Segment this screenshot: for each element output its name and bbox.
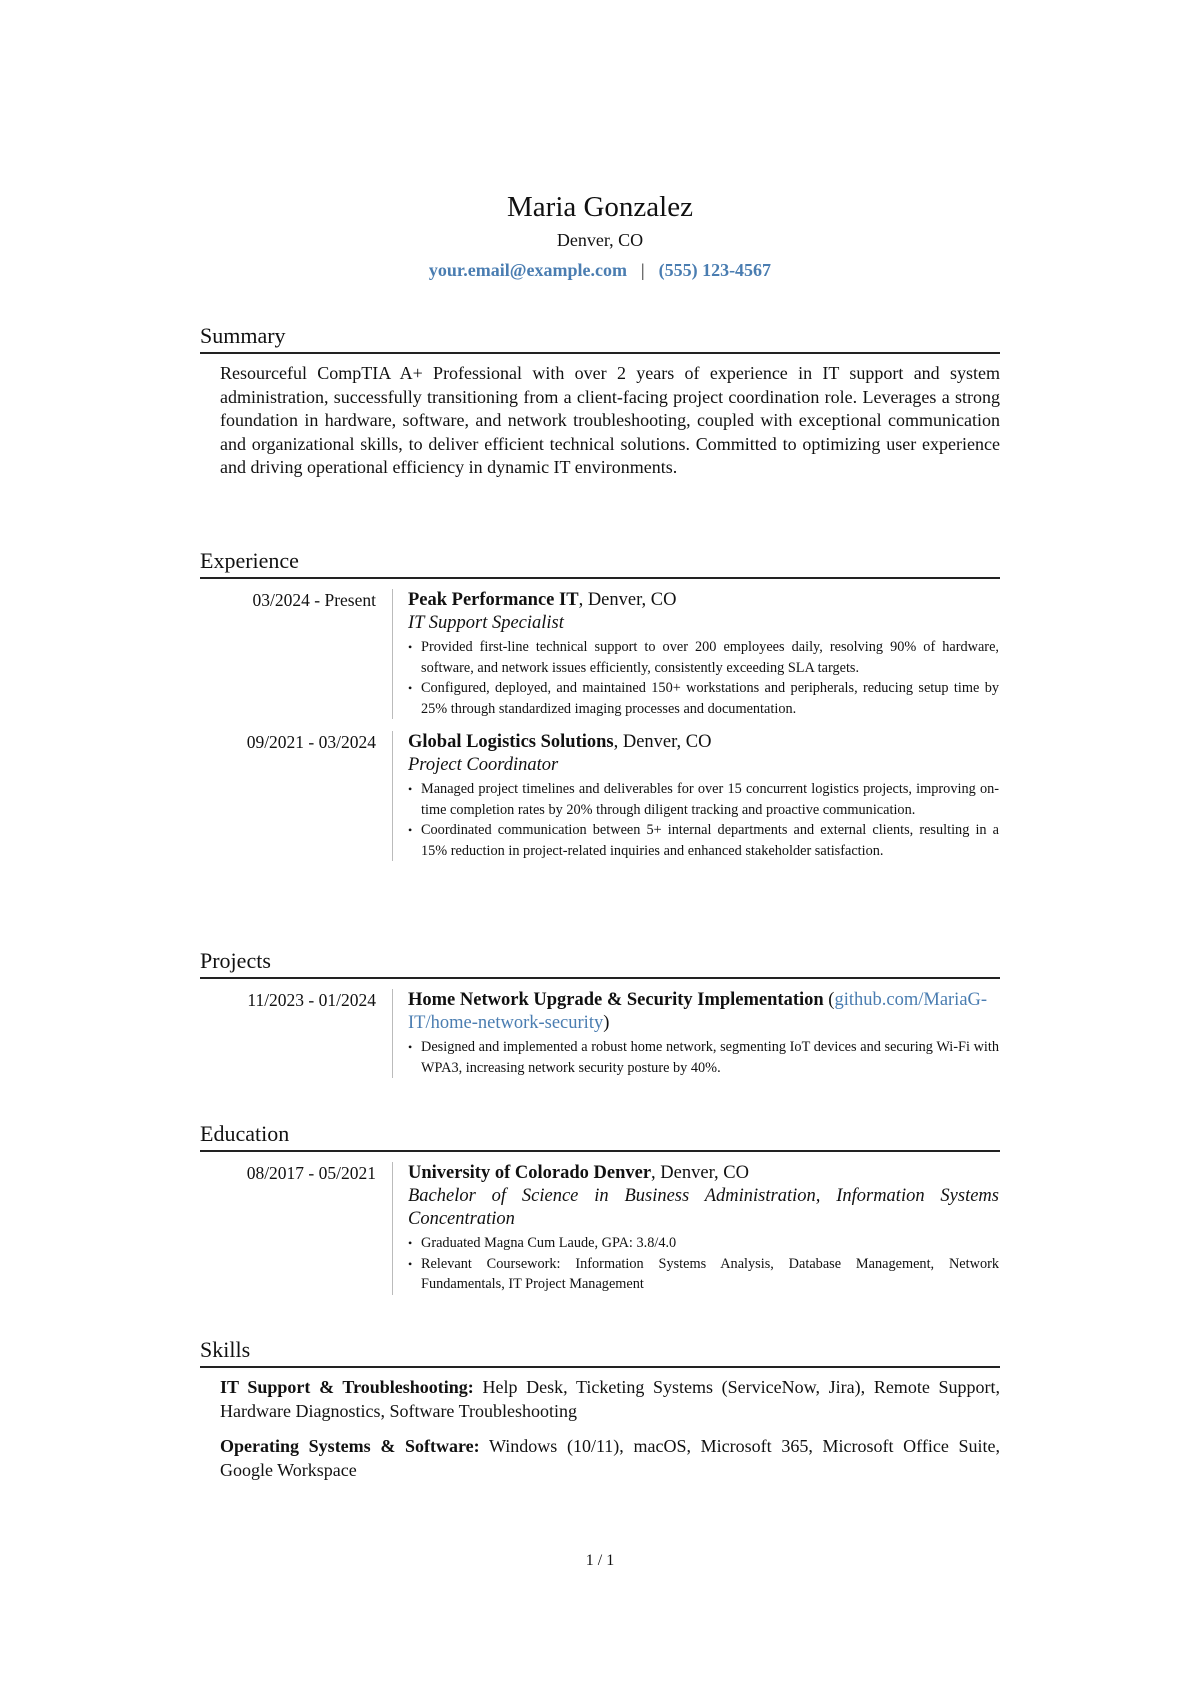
- resume-page: [200, 0, 1000, 1683]
- section-title-education: Education: [200, 1120, 1000, 1152]
- entry-heading: [408, 589, 999, 612]
- job-title: Project Coordinator: [408, 755, 559, 775]
- skill-label: Operating Systems & Software:: [220, 1436, 480, 1456]
- bullet-item: • Graduated Magna Cum Laude, GPA: 3.8/4.0: [408, 1233, 999, 1254]
- employer-location: , Denver, CO: [578, 590, 677, 610]
- summary-section: [200, 322, 1000, 480]
- contact-line: [200, 258, 1000, 282]
- degree: Bachelor of Science in Business Administration, Information Systems Concentration: [408, 1186, 999, 1229]
- bullet-item: • Provided first-line technical support to over 200 employees daily, resolving 90% of hardware, software, and network issues efficiently, consistently exceeding SLA targets.: [408, 637, 999, 678]
- entry-dates: 09/2021 - 03/2024: [246, 732, 376, 752]
- entry-dates: 03/2024 - Present: [252, 590, 376, 610]
- skill-value: Help Desk, Ticketing Systems (ServiceNow, Jira), Remote Support, Hardware Diagnostics, Software Troubleshooting: [220, 1377, 1000, 1421]
- bullet-item: • Managed project timelines and deliverables for over 15 concurrent logistics projects, improving on-time completion rates by 20% through diligent tracking and proactive communication.: [408, 779, 999, 820]
- phone-link[interactable]: (555) 123-4567: [658, 260, 772, 280]
- entry-heading: [408, 731, 999, 754]
- project-name: Home Network Upgrade & Security Implementation: [408, 990, 824, 1010]
- contact-separator: |: [640, 260, 645, 280]
- skill-label: IT Support & Troubleshooting:: [220, 1377, 474, 1397]
- bullet-list: [408, 637, 999, 719]
- candidate-name: Maria Gonzalez: [507, 191, 693, 223]
- entry-heading: [408, 989, 999, 1035]
- experience-entry: [200, 731, 1000, 861]
- email-link[interactable]: your.email@example.com: [428, 260, 627, 280]
- project-repo-link[interactable]: github.com/MariaG-IT/home-network-security: [408, 990, 988, 1033]
- page-number: 1 / 1: [585, 1552, 615, 1569]
- bullet-list: [408, 1233, 999, 1295]
- bullet-item: • Configured, deployed, and maintained 150+ workstations and peripherals, reducing setup time by 25% through standardized imaging processes and documentation.: [408, 678, 999, 719]
- candidate-location: Denver, CO: [556, 230, 644, 250]
- bullet-list: [408, 779, 999, 861]
- skills-section: [200, 1336, 1000, 1482]
- skill-row: [220, 1435, 1000, 1482]
- education-section: [200, 1120, 1000, 1295]
- entry-body: [392, 1162, 999, 1295]
- education-entry: [200, 1162, 1000, 1295]
- school-location: , Denver, CO: [651, 1163, 749, 1183]
- projects-section: [200, 947, 1000, 1078]
- skill-row: [220, 1376, 1000, 1423]
- paren-close: ): [603, 1013, 610, 1033]
- resume-header: [200, 190, 1000, 282]
- entry-dates: 11/2023 - 01/2024: [247, 990, 376, 1010]
- bullet-item: • Designed and implemented a robust home network, segmenting IoT devices and securing Wi-Fi with WPA3, increasing network security posture by 40%.: [408, 1037, 999, 1078]
- bullet-item: • Relevant Coursework: Information Systems Analysis, Database Management, Network Fundamentals, IT Project Management: [408, 1254, 999, 1295]
- project-entry: [200, 989, 1000, 1078]
- entry-body: [392, 731, 999, 861]
- bullet-list: [408, 1037, 999, 1078]
- experience-entry: [200, 589, 1000, 719]
- job-title: IT Support Specialist: [408, 613, 564, 633]
- section-title-summary: Summary: [200, 322, 1000, 354]
- entry-body: [392, 989, 999, 1078]
- section-title-experience: Experience: [200, 547, 1000, 579]
- school-name: University of Colorado Denver: [408, 1163, 652, 1183]
- entry-dates: 08/2017 - 05/2021: [246, 1163, 376, 1183]
- employer-name: Global Logistics Solutions: [408, 732, 614, 752]
- paren-open: (: [823, 990, 835, 1010]
- section-title-skills: Skills: [200, 1336, 1000, 1368]
- bullet-item: • Coordinated communication between 5+ internal departments and external clients, resulting in a 15% reduction in project-related inquiries and enhanced stakeholder satisfaction.: [408, 820, 999, 861]
- employer-name: Peak Performance IT: [408, 590, 579, 610]
- summary-text: Resourceful CompTIA A+ Professional with over 2 years of experience in IT support and system administration, successfully transitioning from a client-facing project coordination role. Leverages a strong foundation in hardware, software, and network troubleshooting, coupled with exceptional communication and organizational skills, to deliver efficient technical solutions. Committed to optimizing user experience and driving operational efficiency in dynamic IT environments.: [220, 363, 1000, 477]
- entry-heading: [408, 1162, 999, 1185]
- entry-body: [392, 589, 999, 719]
- section-title-projects: Projects: [200, 947, 1000, 979]
- experience-section: [200, 547, 1000, 861]
- employer-location: , Denver, CO: [613, 732, 712, 752]
- skill-value: Windows (10/11), macOS, Microsoft 365, Microsoft Office Suite, Google Workspace: [220, 1436, 1000, 1480]
